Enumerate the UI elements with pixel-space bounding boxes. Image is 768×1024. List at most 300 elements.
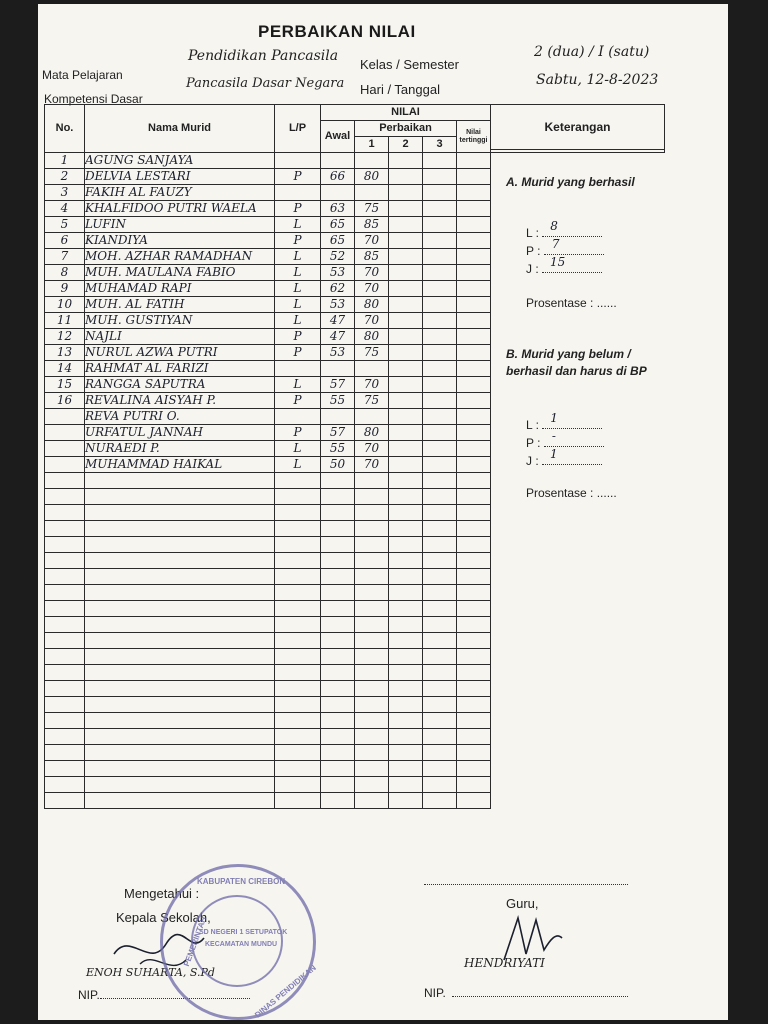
row-perbaikan-1: 85 <box>355 217 389 233</box>
guru-name: HENDRIYATI <box>464 956 545 970</box>
row-nilai-tertinggi <box>457 281 491 297</box>
row-no: 1 <box>45 153 85 169</box>
kelas-value: 2 (dua) / I (satu) <box>534 44 650 60</box>
row-lp <box>275 633 321 649</box>
row-perbaikan-3 <box>423 345 457 361</box>
header-awal: Awal <box>321 121 355 153</box>
row-no <box>45 601 85 617</box>
row-nama: RAHMAT AL FARIZI <box>85 361 275 377</box>
row-perbaikan-3 <box>423 169 457 185</box>
row-awal <box>321 777 355 793</box>
row-perbaikan-2 <box>389 745 423 761</box>
row-perbaikan-1 <box>355 521 389 537</box>
row-nilai-tertinggi <box>457 409 491 425</box>
row-lp <box>275 793 321 809</box>
kepala-name: ENOH SUHARTA, S.Pd <box>86 966 215 979</box>
row-perbaikan-3 <box>423 649 457 665</box>
row-perbaikan-3 <box>423 329 457 345</box>
row-perbaikan-2 <box>389 153 423 169</box>
table-row <box>45 617 665 633</box>
keterangan-b-prosentase: Prosentase : ...... <box>526 486 617 500</box>
keterangan-b-l <box>526 411 602 432</box>
row-nama: NAJLI <box>85 329 275 345</box>
table-row <box>45 761 665 777</box>
table-row <box>45 521 665 537</box>
row-perbaikan-2 <box>389 585 423 601</box>
row-perbaikan-1 <box>355 665 389 681</box>
row-perbaikan-3 <box>423 409 457 425</box>
row-nilai-tertinggi <box>457 201 491 217</box>
row-perbaikan-2 <box>389 409 423 425</box>
table-row <box>45 393 665 409</box>
row-nilai-tertinggi <box>457 569 491 585</box>
a-p-value: 7 <box>551 237 560 251</box>
row-awal: 62 <box>321 281 355 297</box>
row-no: 12 <box>45 329 85 345</box>
row-nilai-tertinggi <box>457 217 491 233</box>
row-no: 13 <box>45 345 85 361</box>
row-no <box>45 457 85 473</box>
row-perbaikan-1 <box>355 681 389 697</box>
hari-label: Hari / Tanggal <box>360 82 440 97</box>
stamp-outer-left: PEMERINTAH <box>181 915 209 968</box>
row-perbaikan-2 <box>389 521 423 537</box>
keterangan-a-j <box>526 255 602 276</box>
row-perbaikan-3 <box>423 265 457 281</box>
row-perbaikan-1 <box>355 153 389 169</box>
row-nama <box>85 761 275 777</box>
row-awal <box>321 537 355 553</box>
table-row <box>45 649 665 665</box>
row-nilai-tertinggi <box>457 377 491 393</box>
a-p-label: P : <box>526 244 541 258</box>
row-no <box>45 745 85 761</box>
header-no: No. <box>45 105 85 153</box>
row-perbaikan-1 <box>355 569 389 585</box>
header-p3: 3 <box>423 137 457 153</box>
row-nama: DELVIA LESTARI <box>85 169 275 185</box>
row-nilai-tertinggi <box>457 233 491 249</box>
row-awal: 53 <box>321 345 355 361</box>
row-perbaikan-3 <box>423 377 457 393</box>
row-lp: P <box>275 425 321 441</box>
row-lp <box>275 537 321 553</box>
row-awal: 55 <box>321 441 355 457</box>
row-nilai-tertinggi <box>457 313 491 329</box>
row-perbaikan-1 <box>355 537 389 553</box>
row-no: 9 <box>45 281 85 297</box>
row-nilai-tertinggi <box>457 537 491 553</box>
row-perbaikan-3 <box>423 681 457 697</box>
row-lp <box>275 489 321 505</box>
row-perbaikan-3 <box>423 521 457 537</box>
row-nama <box>85 793 275 809</box>
header-perbaikan: Perbaikan <box>355 121 457 137</box>
keterangan-b-j <box>526 447 602 468</box>
row-nama: RANGGA SAPUTRA <box>85 377 275 393</box>
row-perbaikan-2 <box>389 505 423 521</box>
b-p-dots <box>544 429 604 447</box>
row-awal: 53 <box>321 297 355 313</box>
row-nilai-tertinggi <box>457 665 491 681</box>
row-lp: L <box>275 297 321 313</box>
row-nilai-tertinggi <box>457 553 491 569</box>
row-awal: 50 <box>321 457 355 473</box>
row-lp <box>275 681 321 697</box>
row-nilai-tertinggi <box>457 249 491 265</box>
row-nilai-tertinggi <box>457 457 491 473</box>
row-nilai-tertinggi <box>457 745 491 761</box>
row-no <box>45 713 85 729</box>
row-perbaikan-3 <box>423 217 457 233</box>
row-lp: P <box>275 329 321 345</box>
row-perbaikan-2 <box>389 601 423 617</box>
row-awal: 65 <box>321 217 355 233</box>
row-nama <box>85 521 275 537</box>
row-perbaikan-1 <box>355 585 389 601</box>
row-no <box>45 681 85 697</box>
row-no <box>45 649 85 665</box>
row-no: 3 <box>45 185 85 201</box>
row-awal <box>321 617 355 633</box>
a-j-value: 15 <box>550 255 566 269</box>
row-perbaikan-1: 70 <box>355 313 389 329</box>
kd-value: Pancasila Dasar Negara <box>186 76 345 91</box>
row-no: 2 <box>45 169 85 185</box>
row-perbaikan-2 <box>389 793 423 809</box>
row-nama: KHALFIDOO PUTRI WAELA <box>85 201 275 217</box>
keterangan-a-l <box>526 219 602 240</box>
row-perbaikan-1 <box>355 649 389 665</box>
row-perbaikan-3 <box>423 729 457 745</box>
row-awal <box>321 585 355 601</box>
row-no <box>45 617 85 633</box>
row-nama <box>85 601 275 617</box>
row-perbaikan-3 <box>423 425 457 441</box>
row-perbaikan-2 <box>389 665 423 681</box>
row-nilai-tertinggi <box>457 425 491 441</box>
kd-label: Kompetensi Dasar <box>44 92 143 106</box>
row-perbaikan-3 <box>423 617 457 633</box>
row-no: 10 <box>45 297 85 313</box>
row-nilai-tertinggi <box>457 617 491 633</box>
header-lp: L/P <box>275 105 321 153</box>
row-lp: L <box>275 249 321 265</box>
row-perbaikan-3 <box>423 761 457 777</box>
row-perbaikan-1: 70 <box>355 457 389 473</box>
stamp-inner-2: KECAMATAN MUNDU <box>205 941 278 948</box>
row-nilai-tertinggi <box>457 761 491 777</box>
a-l-value: 8 <box>550 219 558 233</box>
row-lp: P <box>275 345 321 361</box>
row-nama <box>85 681 275 697</box>
row-perbaikan-3 <box>423 185 457 201</box>
b-l-label: L : <box>526 418 539 432</box>
row-perbaikan-2 <box>389 297 423 313</box>
row-nama: AGUNG SANJAYA <box>85 153 275 169</box>
table-row <box>45 553 665 569</box>
b-l-value: 1 <box>550 411 558 425</box>
row-lp <box>275 745 321 761</box>
row-nilai-tertinggi <box>457 505 491 521</box>
row-lp <box>275 185 321 201</box>
kelas-label: Kelas / Semester <box>360 57 459 72</box>
table-row <box>45 537 665 553</box>
row-perbaikan-2 <box>389 201 423 217</box>
row-lp: L <box>275 457 321 473</box>
row-perbaikan-2 <box>389 249 423 265</box>
row-perbaikan-3 <box>423 569 457 585</box>
row-perbaikan-2 <box>389 185 423 201</box>
row-perbaikan-3 <box>423 201 457 217</box>
row-awal <box>321 793 355 809</box>
row-perbaikan-1: 80 <box>355 169 389 185</box>
row-awal: 47 <box>321 313 355 329</box>
row-nilai-tertinggi <box>457 265 491 281</box>
row-lp <box>275 761 321 777</box>
row-lp <box>275 569 321 585</box>
row-nilai-tertinggi <box>457 601 491 617</box>
row-nilai-tertinggi <box>457 441 491 457</box>
row-no <box>45 473 85 489</box>
row-perbaikan-3 <box>423 281 457 297</box>
row-no <box>45 489 85 505</box>
row-awal <box>321 409 355 425</box>
row-nilai-tertinggi <box>457 793 491 809</box>
stamp-outer-bottom: DINAS PENDIDIKAN <box>253 963 318 1020</box>
row-nilai-tertinggi <box>457 713 491 729</box>
document-title: PERBAIKAN NILAI <box>258 22 416 41</box>
table-row <box>45 569 665 585</box>
row-awal <box>321 601 355 617</box>
row-lp <box>275 649 321 665</box>
row-nama <box>85 505 275 521</box>
row-perbaikan-2 <box>389 537 423 553</box>
row-perbaikan-2 <box>389 553 423 569</box>
row-perbaikan-3 <box>423 665 457 681</box>
row-perbaikan-3 <box>423 441 457 457</box>
row-nilai-tertinggi <box>457 489 491 505</box>
row-awal: 52 <box>321 249 355 265</box>
row-perbaikan-1: 80 <box>355 329 389 345</box>
row-nama: MUH. GUSTIYAN <box>85 313 275 329</box>
row-lp <box>275 585 321 601</box>
row-nilai-tertinggi <box>457 153 491 169</box>
row-awal <box>321 697 355 713</box>
row-no <box>45 761 85 777</box>
row-no <box>45 665 85 681</box>
row-perbaikan-3 <box>423 777 457 793</box>
row-lp: L <box>275 265 321 281</box>
row-perbaikan-3 <box>423 313 457 329</box>
row-nama: REVALINA AISYAH P. <box>85 393 275 409</box>
a-l-label: L : <box>526 226 539 240</box>
keterangan-a-title: A. Murid yang berhasil <box>506 175 635 189</box>
row-perbaikan-2 <box>389 169 423 185</box>
guru-top-line <box>424 884 628 885</box>
row-perbaikan-2 <box>389 441 423 457</box>
row-nama: MUHAMMAD HAIKAL <box>85 457 275 473</box>
row-no: 7 <box>45 249 85 265</box>
row-perbaikan-1 <box>355 761 389 777</box>
row-perbaikan-3 <box>423 153 457 169</box>
mapel-value: Pendidikan Pancasila <box>188 48 339 64</box>
row-perbaikan-3 <box>423 393 457 409</box>
row-perbaikan-2 <box>389 633 423 649</box>
keterangan-a-prosentase: Prosentase : ...... <box>526 296 617 310</box>
row-lp <box>275 665 321 681</box>
row-perbaikan-3 <box>423 633 457 649</box>
b-j-value: 1 <box>550 447 558 461</box>
row-awal <box>321 761 355 777</box>
hari-value: Sabtu, 12-8-2023 <box>536 72 659 88</box>
row-nilai-tertinggi <box>457 697 491 713</box>
row-perbaikan-2 <box>389 713 423 729</box>
row-nilai-tertinggi <box>457 729 491 745</box>
row-lp <box>275 713 321 729</box>
row-nilai-tertinggi <box>457 777 491 793</box>
row-nama <box>85 665 275 681</box>
table-row <box>45 505 665 521</box>
row-no: 5 <box>45 217 85 233</box>
row-no <box>45 585 85 601</box>
b-j-dots <box>542 447 602 465</box>
row-lp <box>275 553 321 569</box>
row-awal: 55 <box>321 393 355 409</box>
row-lp: L <box>275 441 321 457</box>
row-perbaikan-1: 75 <box>355 393 389 409</box>
row-nilai-tertinggi <box>457 681 491 697</box>
row-perbaikan-2 <box>389 649 423 665</box>
row-lp <box>275 777 321 793</box>
row-nama: FAKIH AL FAUZY <box>85 185 275 201</box>
row-perbaikan-3 <box>423 297 457 313</box>
table-row <box>45 153 665 169</box>
row-lp <box>275 729 321 745</box>
row-nama <box>85 553 275 569</box>
row-awal <box>321 361 355 377</box>
row-lp <box>275 505 321 521</box>
row-awal <box>321 473 355 489</box>
stamp-outer-top: KABUPATEN CIREBON <box>197 877 286 886</box>
row-nilai-tertinggi <box>457 345 491 361</box>
row-no <box>45 729 85 745</box>
nip-right-line <box>452 996 628 997</box>
row-no <box>45 633 85 649</box>
row-no <box>45 777 85 793</box>
row-no: 6 <box>45 233 85 249</box>
row-no: 4 <box>45 201 85 217</box>
row-perbaikan-1 <box>355 617 389 633</box>
row-perbaikan-3 <box>423 601 457 617</box>
row-perbaikan-3 <box>423 697 457 713</box>
header-keterangan <box>491 105 665 153</box>
row-nama <box>85 777 275 793</box>
a-p-dots <box>544 237 604 255</box>
row-awal <box>321 729 355 745</box>
row-no <box>45 793 85 809</box>
kepala-sekolah-label: Kepala Sekolah, <box>116 910 211 925</box>
row-perbaikan-1 <box>355 601 389 617</box>
school-stamp <box>160 864 316 1020</box>
row-perbaikan-2 <box>389 761 423 777</box>
row-awal <box>321 649 355 665</box>
row-awal <box>321 553 355 569</box>
row-perbaikan-1: 70 <box>355 377 389 393</box>
row-nama <box>85 633 275 649</box>
keterangan-heading: Keterangan <box>491 105 664 150</box>
row-perbaikan-1 <box>355 473 389 489</box>
a-j-label: J : <box>526 262 539 276</box>
row-perbaikan-2 <box>389 345 423 361</box>
row-perbaikan-2 <box>389 377 423 393</box>
row-no: 15 <box>45 377 85 393</box>
row-awal: 57 <box>321 425 355 441</box>
row-nama <box>85 729 275 745</box>
table-row <box>45 713 665 729</box>
header-p2: 2 <box>389 137 423 153</box>
row-perbaikan-2 <box>389 617 423 633</box>
row-nilai-tertinggi <box>457 393 491 409</box>
table-row <box>45 729 665 745</box>
row-awal <box>321 521 355 537</box>
row-nilai-tertinggi <box>457 473 491 489</box>
table-row <box>45 313 665 329</box>
row-awal <box>321 569 355 585</box>
row-perbaikan-1 <box>355 361 389 377</box>
row-nama: MUH. AL FATIH <box>85 297 275 313</box>
row-nilai-tertinggi <box>457 297 491 313</box>
row-perbaikan-1: 70 <box>355 441 389 457</box>
row-nama: REVA PUTRI O. <box>85 409 275 425</box>
row-nama <box>85 489 275 505</box>
row-awal <box>321 713 355 729</box>
row-awal: 53 <box>321 265 355 281</box>
row-perbaikan-2 <box>389 457 423 473</box>
guru-signature <box>496 910 566 970</box>
row-perbaikan-1: 80 <box>355 425 389 441</box>
row-nilai-tertinggi <box>457 169 491 185</box>
row-nama <box>85 697 275 713</box>
row-nama: URFATUL JANNAH <box>85 425 275 441</box>
row-perbaikan-3 <box>423 505 457 521</box>
row-awal: 57 <box>321 377 355 393</box>
row-perbaikan-1 <box>355 729 389 745</box>
row-perbaikan-3 <box>423 361 457 377</box>
row-no <box>45 441 85 457</box>
row-nilai-tertinggi <box>457 361 491 377</box>
row-nama <box>85 649 275 665</box>
row-no <box>45 505 85 521</box>
row-lp: P <box>275 201 321 217</box>
row-no <box>45 569 85 585</box>
row-lp <box>275 697 321 713</box>
table-row <box>45 777 665 793</box>
row-nama: LUFIN <box>85 217 275 233</box>
row-nilai-tertinggi <box>457 585 491 601</box>
row-perbaikan-2 <box>389 425 423 441</box>
table-row <box>45 745 665 761</box>
mengetahui-label: Mengetahui : <box>124 886 200 901</box>
row-perbaikan-2 <box>389 313 423 329</box>
row-nilai-tertinggi <box>457 521 491 537</box>
row-awal <box>321 665 355 681</box>
row-lp: L <box>275 217 321 233</box>
row-nama: MOH. AZHAR RAMADHAN <box>85 249 275 265</box>
row-perbaikan-1: 85 <box>355 249 389 265</box>
row-nama <box>85 537 275 553</box>
row-perbaikan-1: 70 <box>355 265 389 281</box>
